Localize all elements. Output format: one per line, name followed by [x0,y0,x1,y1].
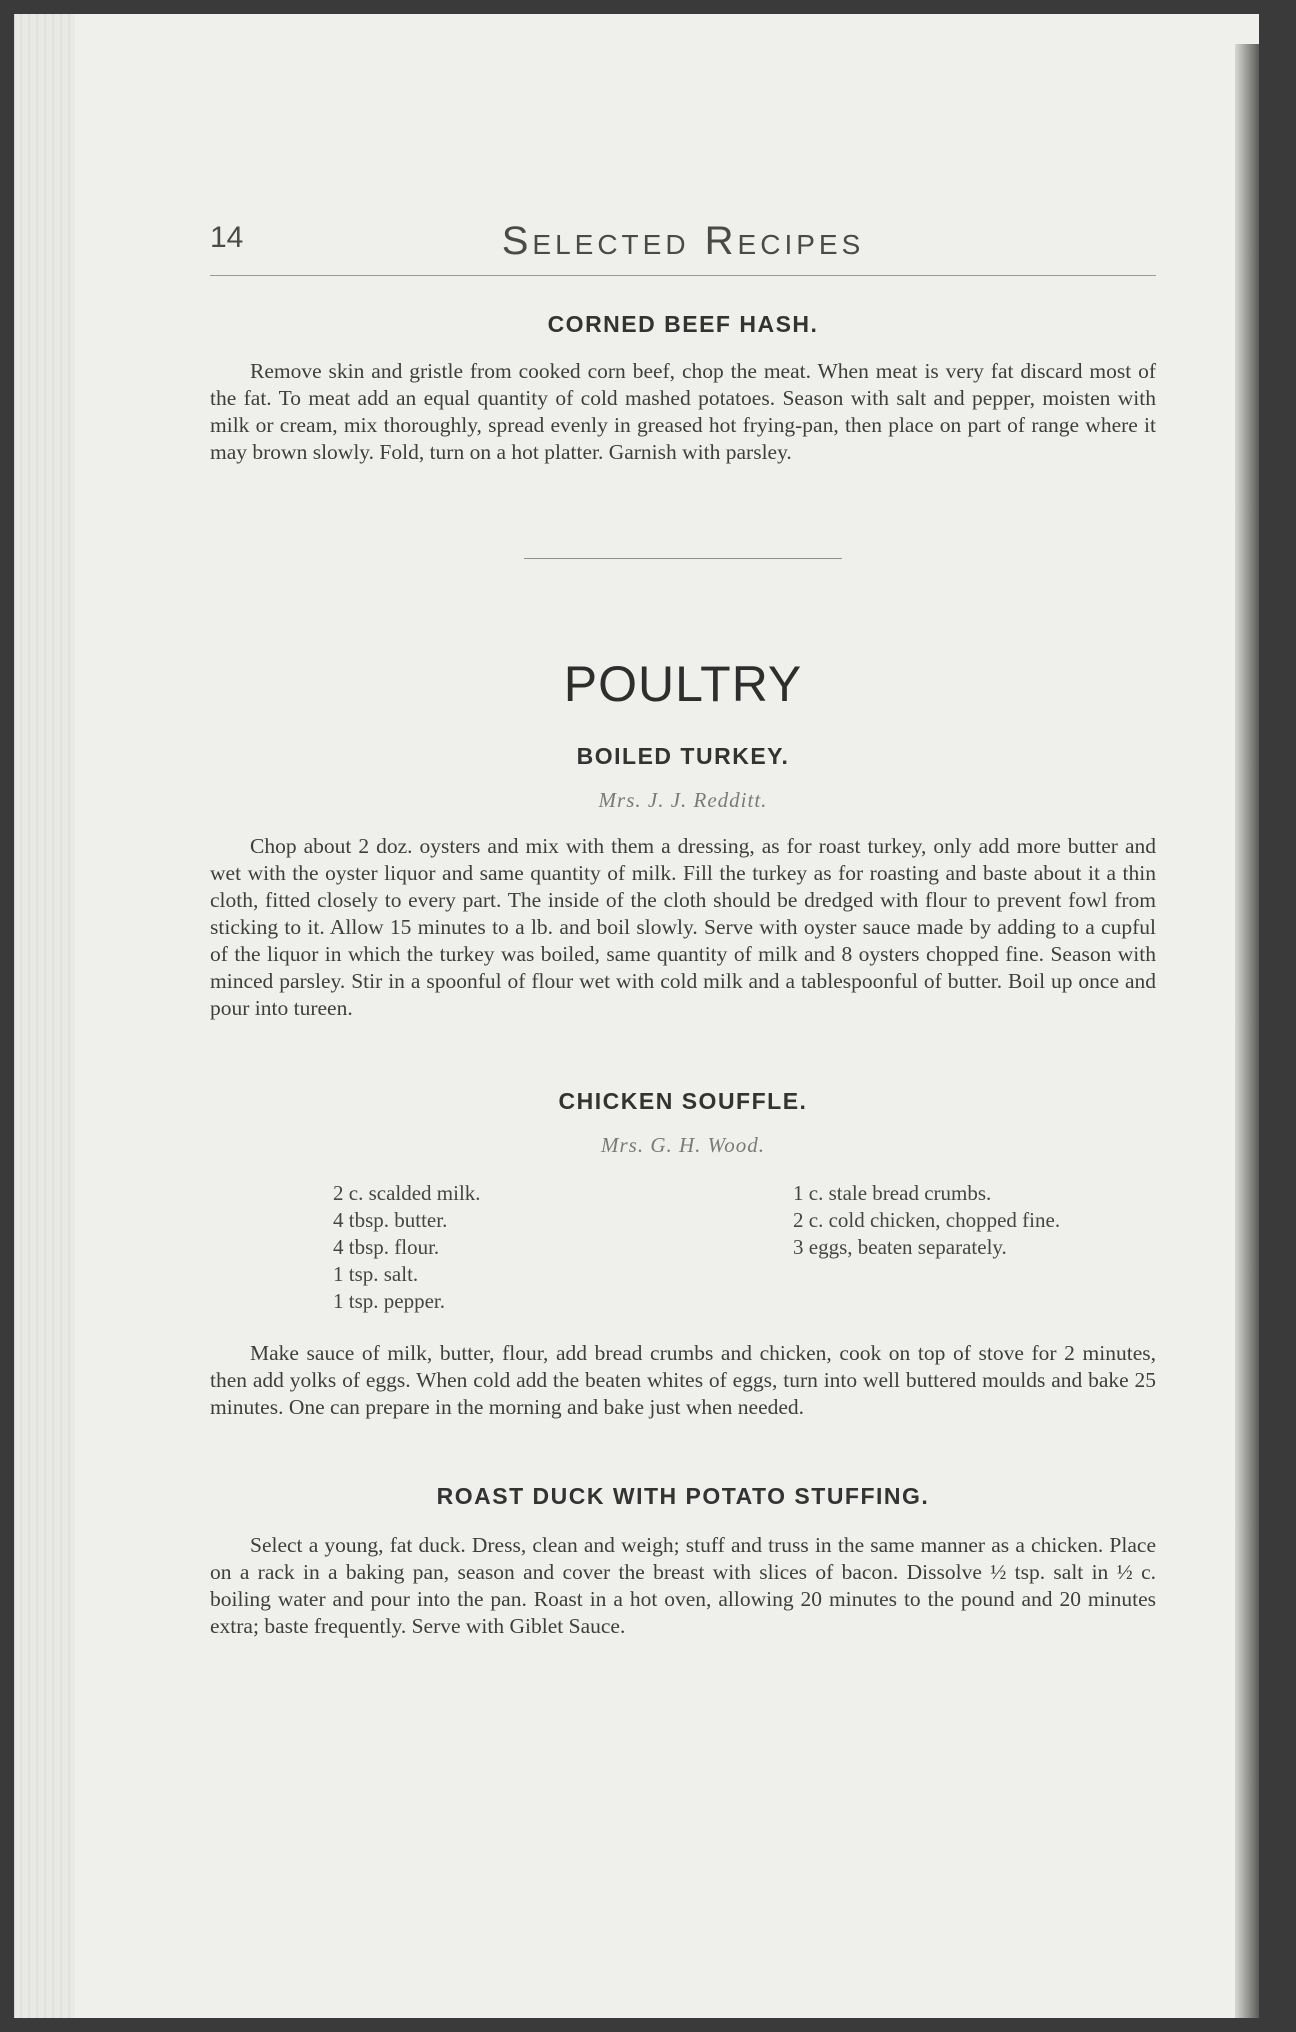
ingredient-item: 3 eggs, beaten separately. [793,1235,1007,1259]
ingredient-item: 1 c. stale bread crumbs. [793,1181,992,1205]
page-number: 14 [210,221,244,254]
running-title: Selected Recipes [501,219,865,263]
ingredient-item: 2 c. cold chicken, chopped fine. [793,1208,1061,1232]
ingredient-list [333,1180,1156,1315]
recipe-text-chicken-souffle: Make sauce of milk, butter, flour, add bread crumbs and chicken, cook on top of stove for 2 minutes, then add yolks of eggs. When cold add the beaten whites of eggs, turn into well buttered moulds and bake 25 minutes. One can prepare in the morning and bake just when needed. [210,1341,1156,1419]
ingredient-column-left [333,1180,793,1315]
section-divider [524,558,842,559]
ingredient-item: 1 tsp. salt. [333,1262,419,1286]
recipe-title-roast-duck: ROAST DUCK WITH POTATO STUFFING. [436,1483,930,1509]
book-page [14,14,1259,2018]
running-head [210,219,1156,267]
ingredient-item: 2 c. scalded milk. [333,1181,481,1205]
recipe-author-boiled-turkey: Mrs. J. J. Redditt. [598,788,768,812]
recipe-title-chicken-souffle: CHICKEN SOUFFLE. [558,1088,808,1114]
ingredient-item: 1 tsp. pepper. [333,1289,445,1313]
recipe-title-corned-beef-hash: CORNED BEEF HASH. [547,311,819,337]
recipe-text-boiled-turkey: Chop about 2 doz. oysters and mix with them a dressing, as for roast turkey, only add more butter and wet with the oyster liquor and same quantity of milk. Fill the turkey as for roasting and baste about it a thin cloth, fitted closely to every part. The inside of the cloth should be dredged with flour to prevent fowl from sticking to it. Allow 15 minutes to a lb. and boil slowly. Serve with oyster sauce made by adding to a cupful of the liquor in which the turkey was boiled, same quantity of milk and 8 oysters chopped fine. Season with minced parsley. Stir in a spoonful of flour wet with cold milk and a tablespoonful of butter. Boil up once and pour into tureen. [210,834,1156,1020]
header-rule [210,275,1156,276]
recipe-title-boiled-turkey: BOILED TURKEY. [576,743,790,769]
recipe-author-chicken-souffle: Mrs. G. H. Wood. [601,1133,765,1157]
recipe-text-corned-beef-hash: Remove skin and gristle from cooked corn beef, chop the meat. When meat is very fat discard most of the fat. To meat add an equal quantity of cold mashed potatoes. Season with salt and pepper, moisten with milk or cream, mix thoroughly, spread evenly in greased hot frying-pan, then place on part of range where it may brown slowly. Fold, turn on a hot platter. Garnish with parsley. [210,359,1156,464]
recipe-text-roast-duck: Select a young, fat duck. Dress, clean and weigh; stuff and truss in the same manner as a chicken. Place on a rack in a baking pan, season and cover the breast with slices of bacon. Dissolve ½ tsp. salt in ½ c. boiling water and pour into the pan. Roast in a hot oven, allowing 20 minutes to the pound and 20 minutes extra; baste frequently. Serve with Giblet Sauce. [210,1533,1156,1638]
section-heading-poultry: POULTRY [563,656,803,712]
ingredient-item: 4 tbsp. butter. [333,1208,448,1232]
ingredient-column-right [793,1180,1133,1315]
ingredient-item: 4 tbsp. flour. [333,1235,440,1259]
page-content [210,219,1156,1640]
binding-shadow [1235,44,1259,2018]
page-edge-strips [15,14,75,2018]
